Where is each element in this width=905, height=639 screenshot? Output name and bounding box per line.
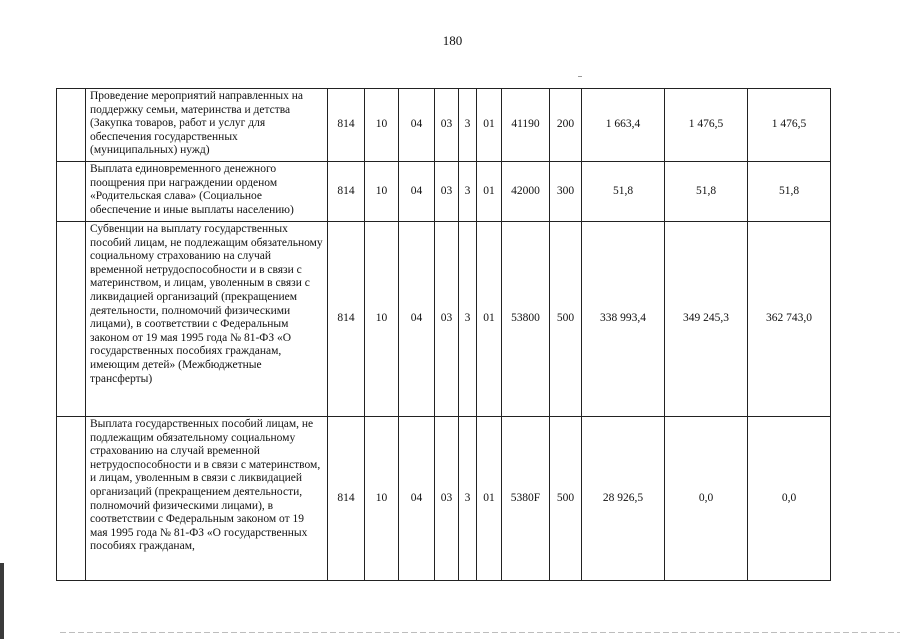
row-number-cell	[57, 417, 86, 581]
sum-year-2: 51,8	[665, 162, 748, 222]
main-event-code: 01	[477, 89, 502, 162]
section-code: 10	[365, 417, 399, 581]
row-number-cell	[57, 162, 86, 222]
ministry-code: 814	[328, 222, 365, 417]
direction-code: 41190	[502, 89, 550, 162]
direction-code: 42000	[502, 162, 550, 222]
ministry-code: 814	[328, 417, 365, 581]
main-event-code: 01	[477, 222, 502, 417]
expense-type-code: 500	[550, 222, 582, 417]
row-description: Выплата государственных пособий лицам, не подлежащим обязательному социальному страхованию на случай временной нетрудоспособности и в связи с материнством, и лицам, уволенным в связи с ликвидацией организаций (прекращением деятельности, полномочий физическими лицами), в соответствии с Федеральным законом от 19 мая 1995 года № 81-ФЗ «О государственных пособиях гражданам,	[86, 417, 328, 581]
direction-code: 5380F	[502, 417, 550, 581]
main-event-code: 01	[477, 417, 502, 581]
sum-year-3: 1 476,5	[748, 89, 831, 162]
sum-year-3: 51,8	[748, 162, 831, 222]
sum-year-3: 0,0	[748, 417, 831, 581]
subsection-code: 04	[399, 417, 435, 581]
program-code: 03	[435, 162, 459, 222]
direction-code: 53800	[502, 222, 550, 417]
budget-table	[56, 88, 831, 581]
table-row	[57, 222, 831, 417]
program-code: 03	[435, 89, 459, 162]
expense-type-code: 500	[550, 417, 582, 581]
row-number-cell	[57, 222, 86, 417]
sum-year-2: 1 476,5	[665, 89, 748, 162]
row-description: Субвенции на выплату государственных пособий лицам, не подлежащим обязательному социальному страхованию на случай временной нетрудоспособности и в связи с материнством, и лицам, уволенным в связи с ликвидацией организаций (прекращением деятельности, полномочий физическими лицами), в соответствии с Федеральным законом от 19 мая 1995 года № 81-ФЗ «О государственных пособиях гражданам, имеющим детей» (Межбюджетные трансферты)	[86, 222, 328, 417]
sum-year-3: 362 743,0	[748, 222, 831, 417]
scan-edge-shadow	[0, 563, 4, 639]
expense-type-code: 200	[550, 89, 582, 162]
section-code: 10	[365, 162, 399, 222]
section-code: 10	[365, 89, 399, 162]
sum-year-1: 1 663,4	[582, 89, 665, 162]
scan-edge-line	[60, 632, 900, 633]
page-number: 180	[442, 33, 463, 48]
program-code: 03	[435, 222, 459, 417]
row-description: Проведение мероприятий направленных на поддержку семьи, материнства и детства (Закупка товаров, работ и услуг для обеспечения государственных (муниципальных) нужд)	[86, 89, 328, 162]
ministry-code: 814	[328, 162, 365, 222]
ministry-code: 814	[328, 89, 365, 162]
table-row	[57, 417, 831, 581]
expense-type-code: 300	[550, 162, 582, 222]
table-row	[57, 89, 831, 162]
sum-year-2: 349 245,3	[665, 222, 748, 417]
main-event-code: 01	[477, 162, 502, 222]
sum-year-2: 0,0	[665, 417, 748, 581]
row-description: Выплата единовременного денежного поощрения при награждении орденом «Родительская слава» (Социальное обеспечение и иные выплаты населению)	[86, 162, 328, 222]
sum-year-1: 338 993,4	[582, 222, 665, 417]
subsection-code: 04	[399, 222, 435, 417]
sum-year-1: 51,8	[582, 162, 665, 222]
subprogram-code: 3	[459, 89, 477, 162]
sum-year-1: 28 926,5	[582, 417, 665, 581]
subprogram-code: 3	[459, 222, 477, 417]
table-row	[57, 162, 831, 222]
section-code: 10	[365, 222, 399, 417]
scan-speck	[578, 76, 582, 77]
program-code: 03	[435, 417, 459, 581]
row-number-cell	[57, 89, 86, 162]
subsection-code: 04	[399, 162, 435, 222]
subprogram-code: 3	[459, 417, 477, 581]
subsection-code: 04	[399, 89, 435, 162]
subprogram-code: 3	[459, 162, 477, 222]
